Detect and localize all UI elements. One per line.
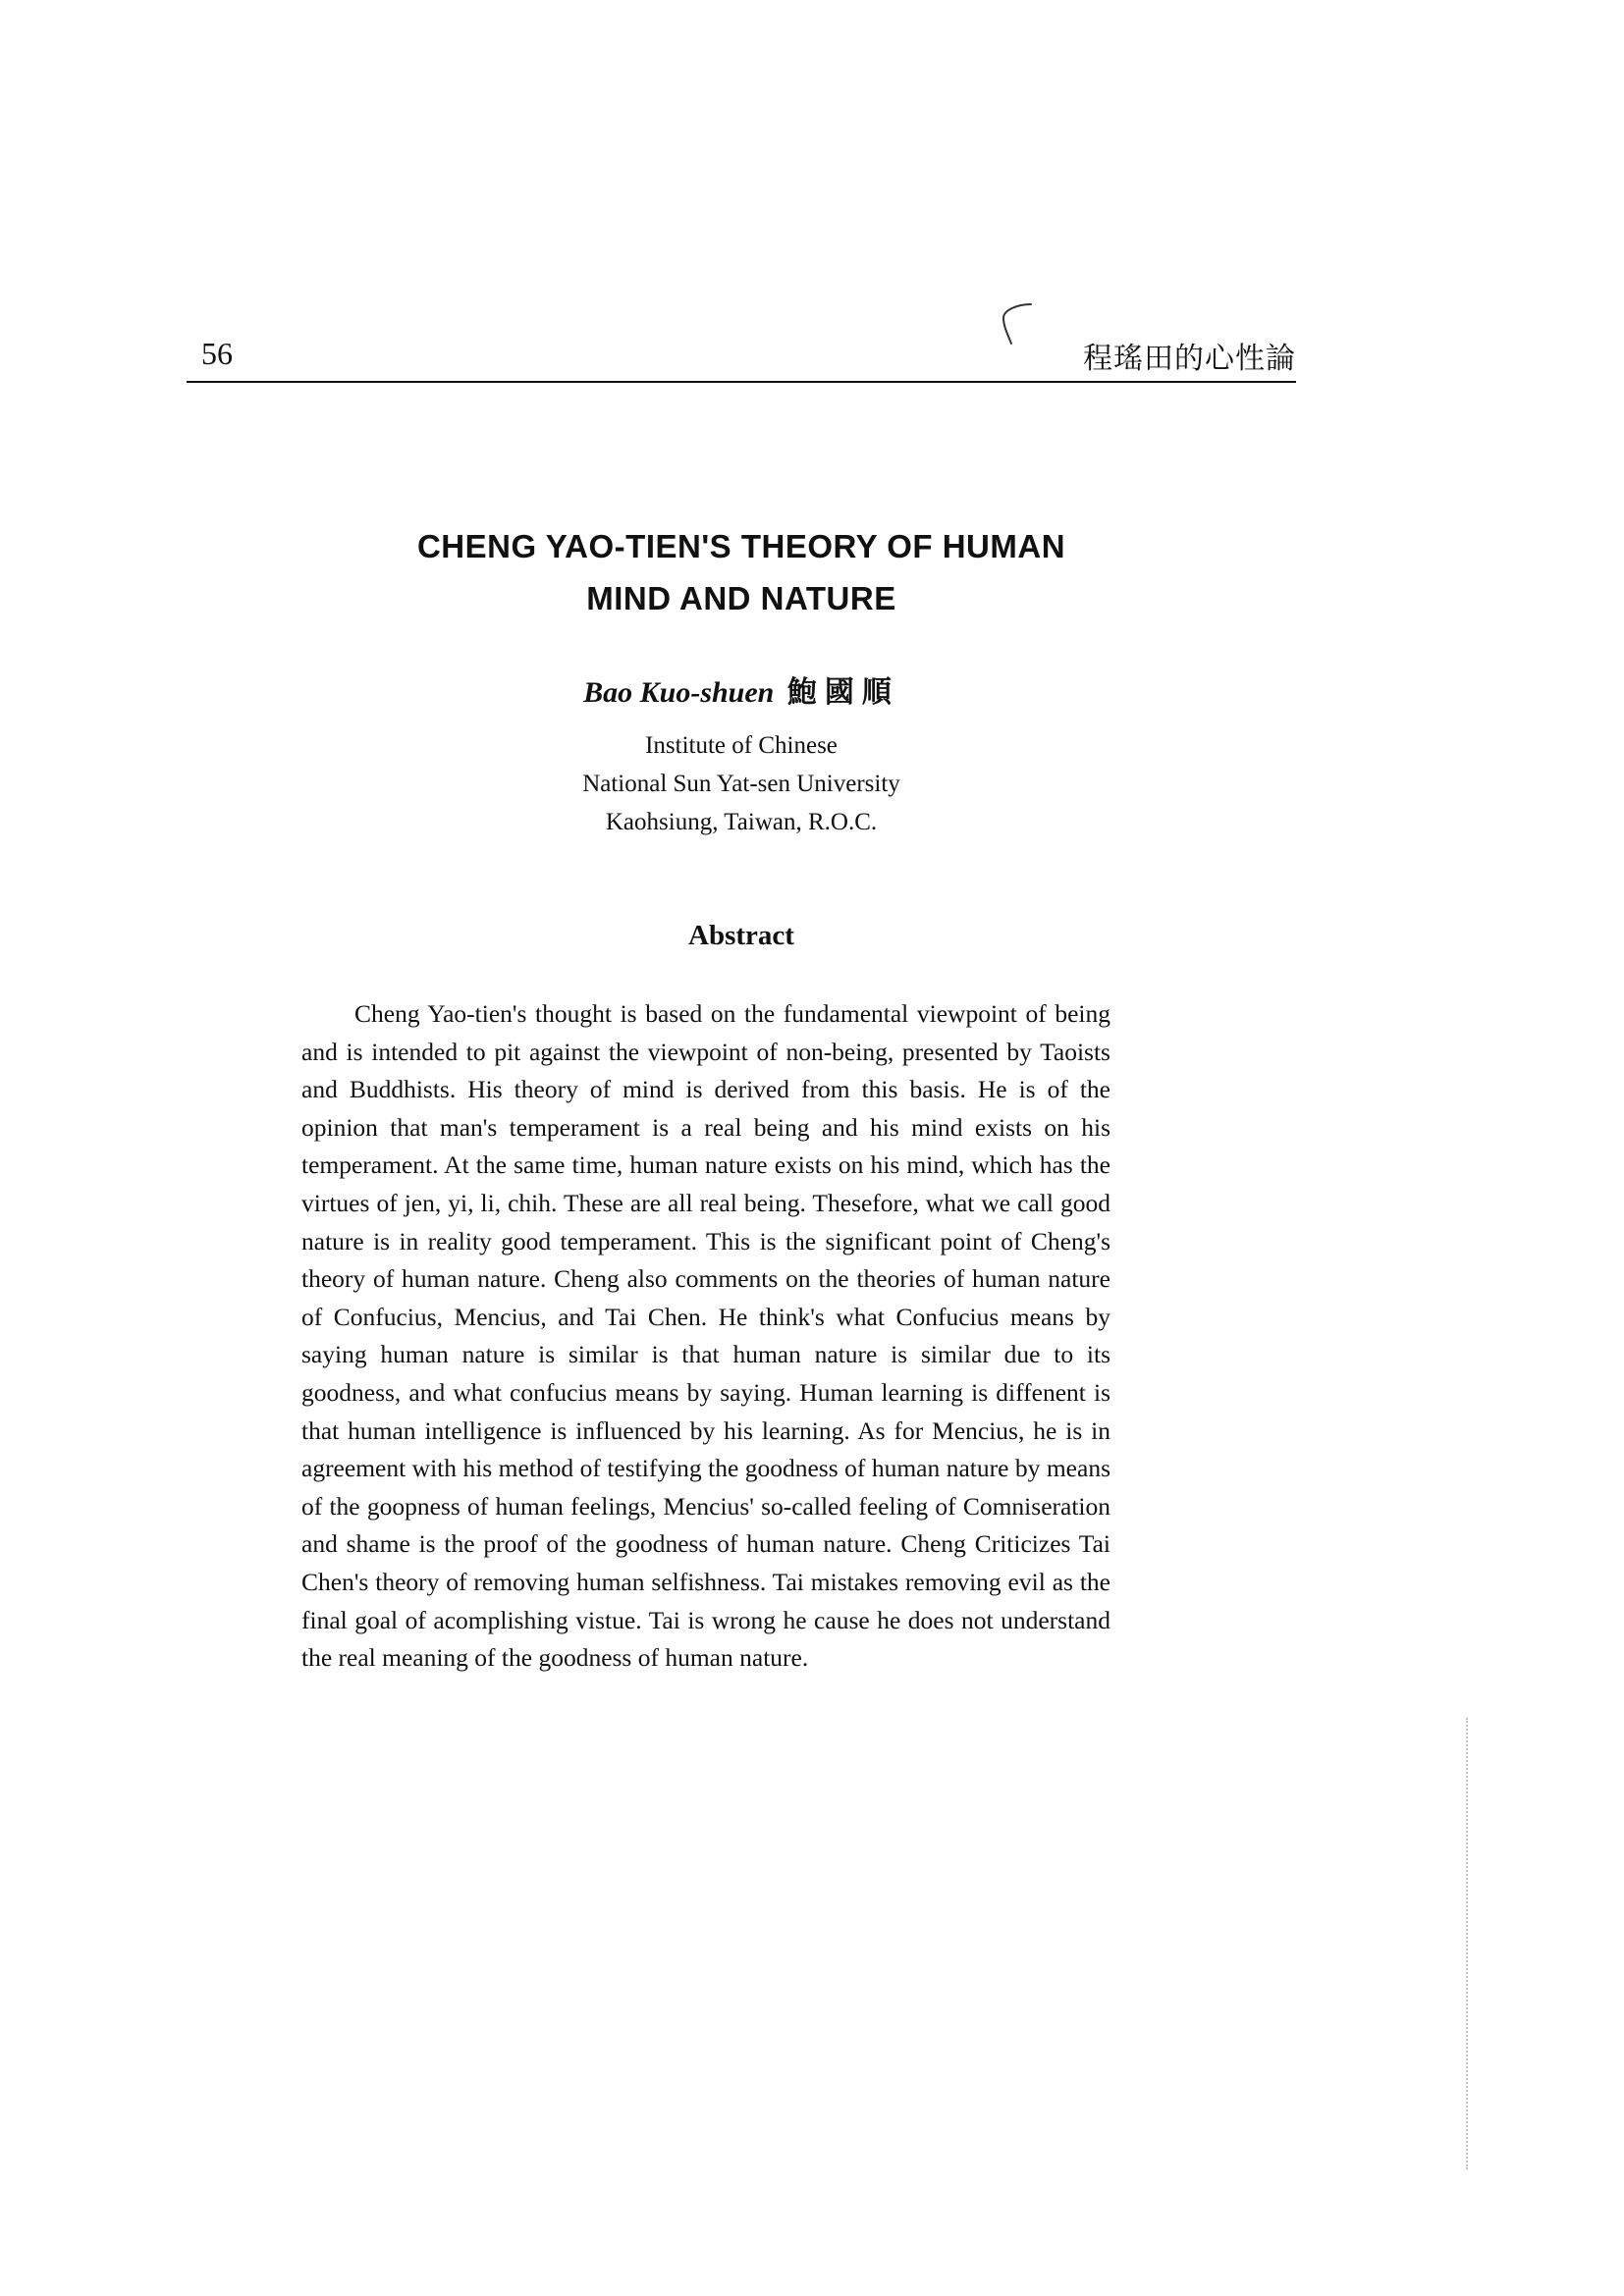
scan-streak: [1466, 1718, 1468, 2169]
affiliation-institute: Institute of Chinese: [645, 732, 838, 759]
running-title: 程瑤田的心性論: [1083, 343, 1296, 375]
abstract-body: Cheng Yao-tien's thought is based on the fundamental viewpoint of being and is intended to pit against the viewpoint of non-being, presented by Taoists and Buddhists. His theory of mind is derived from this basis. He is of the opinion that man's temperament is a real being and his mind exists on his temperament. At the same time, human nature exists on his mind, which has the virtues of jen, yi, li, chih. These are all real being. Thesefore, what we call good nature is in reality good temperament. This is the significant point of Cheng's theory of human nature. Cheng also comments on the theories of human nature of Confucius, Mencius, and Tai Chen. He think's what Confucius means by saying human nature is similar is that human nature is similar due to its goodness, and what confucius means by saying. Human learning is diffenent is that human intelligence is influenced by his learning. As for Mencius, he is in agreement with his method of testifying the goodness of human nature by means of the goopness of human feelings, Mencius' so-called feeling of Comniseration and shame is the proof of the goodness of human nature. Cheng Criticizes Tai Chen's theory of removing human selfishness. Tai mistakes removing evil as the final goal of acomplishing vistue. Tai is wrong he cause he does not understand the real meaning of the goodness of human nature.: [301, 999, 1110, 1673]
article-title: [275, 520, 1208, 624]
author-line: [275, 673, 1208, 713]
author-name-chinese: 鮑國順: [786, 676, 899, 709]
abstract-heading: Abstract: [688, 920, 794, 951]
header-rule: [187, 381, 1296, 383]
affiliation: [275, 726, 1208, 841]
affiliation-location: Kaohsiung, Taiwan, R.O.C.: [605, 809, 878, 835]
author-name: Bao Kuo-shuen: [583, 676, 775, 709]
pen-mark-icon: [992, 300, 1035, 347]
title-line-1: CHENG YAO-TIEN'S THEORY OF HUMAN: [416, 528, 1066, 564]
page-number: 56: [201, 336, 233, 371]
title-line-2: MIND AND NATURE: [586, 580, 896, 616]
affiliation-university: National Sun Yat-sen University: [582, 771, 900, 797]
